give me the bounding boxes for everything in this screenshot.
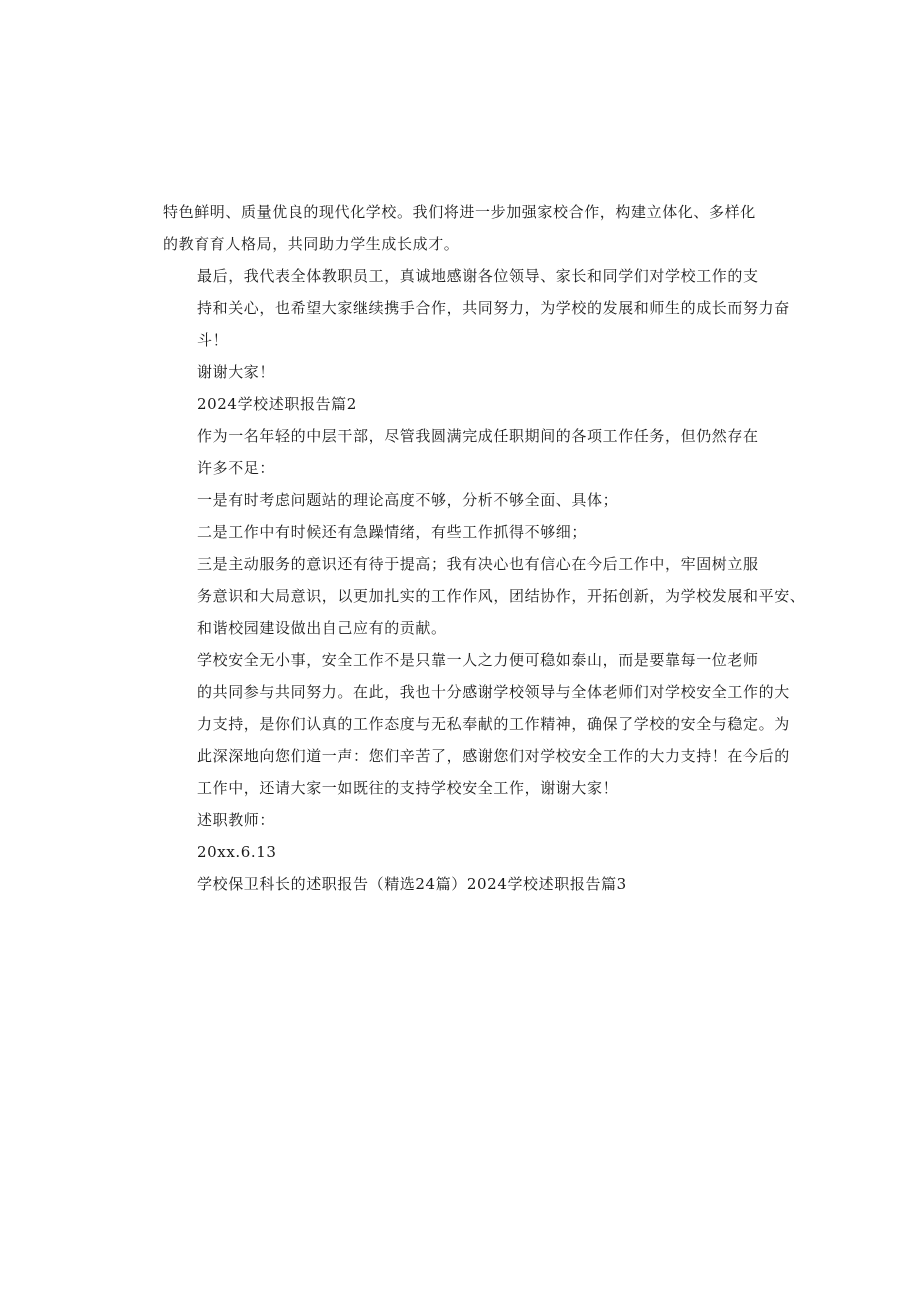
paragraph — [163, 356, 753, 388]
text-line: 此深深地向您们道一声：您们辛苦了，感谢您们对学校安全工作的大力支持！在今后的 — [197, 747, 790, 765]
text-line: 二是工作中有时候还有急躁情绪，有些工作抓得不够细； — [197, 523, 588, 541]
text-line: 的教育育人格局，共同助力学生成长成才。 — [163, 235, 460, 253]
text-line: 三是主动服务的意识还有待于提高；我有决心也有信心在今后工作中，牢固树立服 — [197, 555, 759, 573]
paragraph — [163, 484, 753, 516]
paragraph — [163, 836, 753, 868]
text-line: 的共同参与共同努力。在此，我也十分感谢学校领导与全体老师们对学校安全工作的大 — [197, 683, 790, 701]
text-line: 作为一名年轻的中层干部，尽管我圆满完成任职期间的各项工作任务，但仍然存在 — [197, 427, 759, 445]
text-line: 持和关心，也希望大家继续携手合作，共同努力，为学校的发展和师生的成长而努力奋 — [197, 299, 790, 317]
paragraph — [163, 644, 790, 804]
text-line: 学校保卫科长的述职报告（精选24篇）2024学校述职报告篇3 — [197, 875, 627, 893]
paragraph — [163, 196, 756, 260]
text-line: 力支持，是你们认真的工作态度与无私奉献的工作精神，确保了学校的安全与稳定。为 — [197, 715, 790, 733]
paragraph — [163, 548, 806, 644]
paragraph — [163, 420, 759, 484]
text-line: 20xx.6.13 — [197, 843, 277, 861]
document-body — [163, 196, 806, 900]
paragraph — [163, 388, 753, 420]
text-line: 学校安全无小事，安全工作不是只靠一人之力便可稳如泰山，而是要靠每一位老师 — [197, 651, 759, 669]
text-line: 最后，我代表全体教职员工，真诚地感谢各位领导、家长和同学们对学校工作的支 — [197, 267, 759, 285]
paragraph — [163, 516, 753, 548]
paragraph — [163, 260, 790, 356]
text-line: 工作中，还请大家一如既往的支持学校安全工作，谢谢大家！ — [197, 779, 619, 797]
text-line: 和谐校园建设做出自己应有的贡献。 — [197, 619, 447, 637]
text-line: 许多不足： — [197, 459, 276, 477]
text-line: 特色鲜明、质量优良的现代化学校。我们将进一步加强家校合作，构建立体化、多样化 — [163, 203, 756, 221]
text-line: 述职教师： — [197, 811, 276, 829]
text-line: 一是有时考虑问题站的理论高度不够，分析不够全面、具体； — [197, 491, 619, 509]
text-line: 2024学校述职报告篇2 — [197, 395, 357, 413]
paragraph — [163, 804, 753, 836]
text-line: 斗！ — [197, 331, 229, 349]
text-line: 谢谢大家！ — [197, 363, 276, 381]
paragraph — [163, 868, 753, 900]
text-line: 务意识和大局意识，以更加扎实的工作作风，团结协作，开拓创新，为学校发展和平安、 — [197, 587, 806, 605]
